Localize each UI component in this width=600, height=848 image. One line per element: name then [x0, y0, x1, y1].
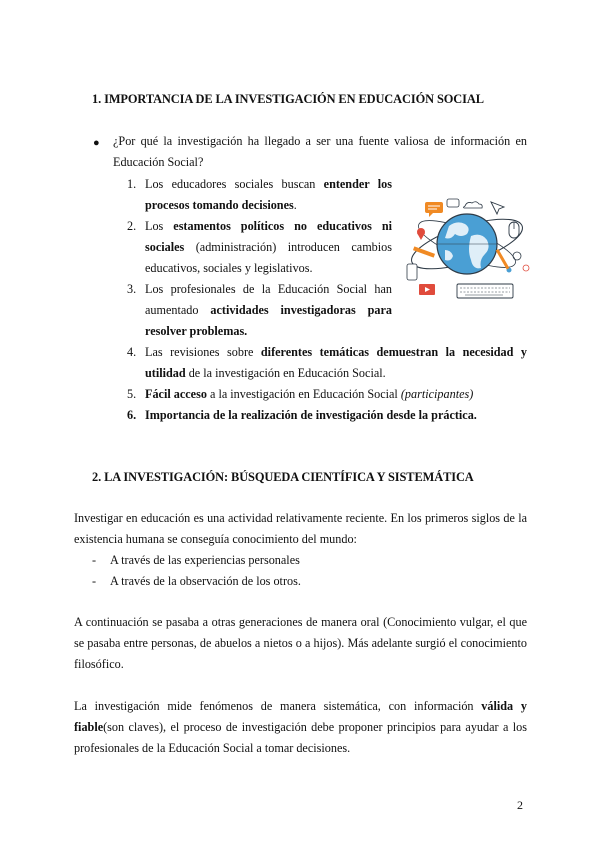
item-2-line-2: sociales (administración) introducen cambios — [145, 240, 392, 254]
item-6-line-1: Importancia de la realización de investigación desde la práctica. — [145, 408, 477, 422]
dash-mark-2: - — [92, 574, 97, 588]
p3-line-3: profesionales de la Educación Social a tomar decisiones. — [74, 741, 351, 755]
p1-line-2: existencia humana se conseguía conocimiento del mundo: — [74, 532, 357, 546]
question-line-1: ¿Por qué la investigación ha llegado a ser una fuente valiosa de información en — [113, 134, 527, 148]
globe-technology-illustration — [405, 192, 533, 304]
p2-line-2: se pasaba entre personas, de abuelos a nietos o a hijos). Más adelante surgió el conocimiento — [74, 636, 527, 650]
p2-line-3: filosófico. — [74, 657, 124, 671]
item-number-5: 5. — [127, 387, 137, 401]
section-2-heading: 2. LA INVESTIGACIÓN: BÚSQUEDA CIENTÍFICA Y SISTEMÁTICA — [92, 470, 474, 484]
item-4-line-2: utilidad de la investigación en Educación Social. — [145, 366, 386, 380]
item-1-line-2: procesos tomando decisiones. — [145, 198, 297, 212]
question-line-2: Educación Social? — [113, 155, 204, 169]
item-number-3: 3. — [127, 282, 137, 296]
p3-line-2: fiable(son claves), el proceso de investigación debe proponer principios para ayudar a los — [74, 720, 527, 734]
dash-item-2: A través de la observación de los otros. — [110, 574, 301, 588]
item-3-line-1: Los profesionales de la Educación Social han — [145, 282, 392, 296]
item-number-2: 2. — [127, 219, 137, 233]
page-number: 2 — [517, 798, 523, 812]
dash-item-1: A través de las experiencias personales — [110, 553, 300, 567]
item-5-line-1: Fácil acceso a la investigación en Educación Social (participantes) — [145, 387, 474, 401]
p3-line-1: La investigación mide fenómenos de manera sistemática, con información válida y — [74, 699, 527, 713]
item-4-line-1: Las revisiones sobre diferentes temáticas demuestran la necesidad y — [145, 345, 527, 359]
p1-line-1: Investigar en educación es una actividad relativamente reciente. En los primeros siglos de la — [74, 511, 527, 525]
item-number-4: 4. — [127, 345, 137, 359]
item-number-6: 6. — [127, 408, 137, 422]
item-3-line-3: resolver problemas. — [145, 324, 248, 338]
item-1-line-1: Los educadores sociales buscan entender los — [145, 177, 392, 191]
dash-mark-1: - — [92, 553, 97, 567]
item-number-1: 1. — [127, 177, 137, 191]
section-1-heading: 1. IMPORTANCIA DE LA INVESTIGACIÓN EN EDUCACIÓN SOCIAL — [92, 92, 484, 106]
item-3-line-2: aumentado actividades investigadoras para — [145, 303, 392, 317]
p2-line-1: A continuación se pasaba a otras generaciones de manera oral (Conocimiento vulgar, el que — [74, 615, 527, 629]
item-2-line-1: Los estamentos políticos no educativos ni — [145, 219, 392, 233]
bullet-mark: ● — [93, 137, 100, 149]
item-2-line-3: educativos, sociales y legislativos. — [145, 261, 313, 275]
